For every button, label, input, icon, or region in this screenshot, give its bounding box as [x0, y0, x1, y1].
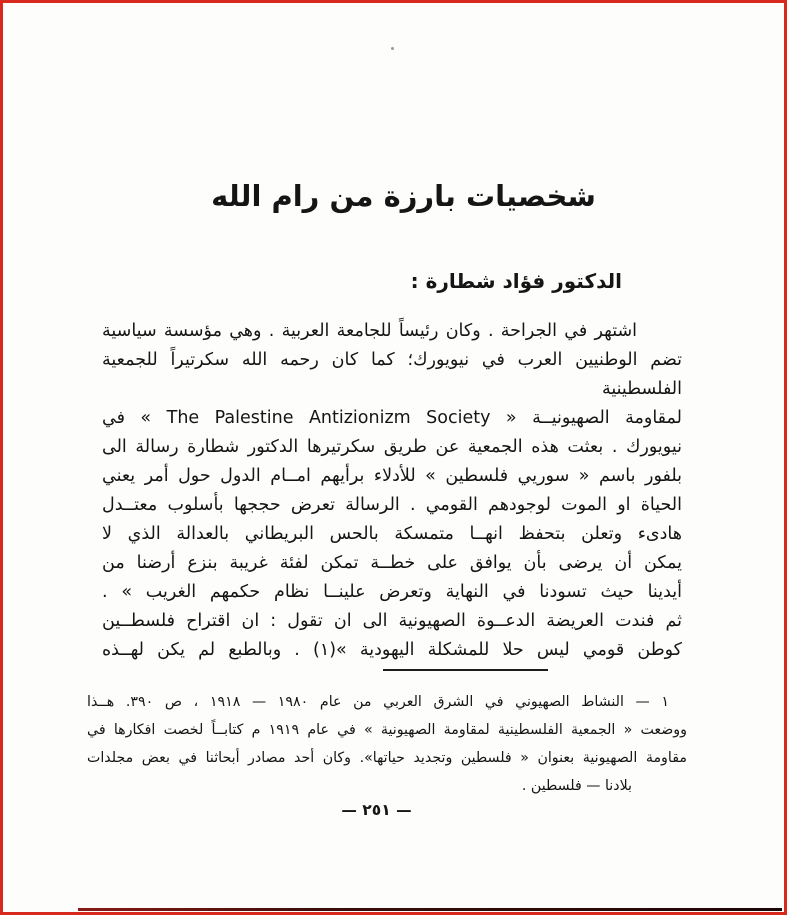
body-text-line: لمقاومة الصهيونيــة « The Palestine Antizionizm Society » في — [102, 408, 682, 428]
footnote-separator-rule — [383, 669, 548, 671]
body-text-line: نيويورك . بعثت هذه الجمعية عن طريق سكرتيرها الدكتور شطارة رسالة الى — [102, 437, 682, 457]
body-text-line: الحياة او الموت لوجودهم القومي . الرسالة تعرض حججها بأسلوب معتــدل — [102, 495, 682, 515]
section-heading: الدكتور فؤاد شطارة : — [410, 269, 622, 293]
footnote-line: ١ — النشاط الصهيوني في الشرق العربي من عام ١٩٨٠ — ١٩١٨ ، ص ٣٩٠. هــذا — [87, 694, 669, 710]
body-text-line: ثم فندت العريضة الدعــوة الصهيونية الى ان تقول : ان اقتراح فلسطــين — [102, 611, 682, 631]
scan-speck — [391, 47, 394, 50]
footnote-line: بلادنا — فلسطين . — [521, 778, 632, 794]
body-text-line: اشتهر في الجراحة . وكان رئيساً للجامعة العربية . وهي مؤسسة سياسية — [102, 321, 637, 341]
body-text-line: تضم الوطنيين العرب في نيويورك؛ كما كان رحمه الله سكرتيراً للجمعية الفلسطينية — [102, 350, 682, 399]
footnote-line: ووضعت « الجمعية الفلسطينية لمقاومة الصهيونية » في عام ١٩١٩ م كتابــاً لخصت افكارها في — [87, 722, 687, 738]
body-text-line: أيدينا حيث تسودنا في النهاية وتعرض علينــا نظام حكمهم الغريب » . — [102, 582, 682, 602]
footnote — [87, 688, 687, 800]
body-text — [102, 317, 682, 665]
body-text-line: يمكن أن يرضى بأن يوافق على خطــة تمكن لفئة غريبة بنزع أرضنا من — [102, 553, 682, 573]
body-text-line: كوطن قومي ليس حلا للمشكلة اليهودية »(١) . وبالطبع لم يكن لهــذه — [102, 640, 683, 660]
page-number: — ٢٥١ — — [341, 801, 412, 819]
body-text-line: بلفور باسم « سوريي فلسطين » للأدلاء برأيهم امــام الدول حول أمر يعني — [102, 466, 682, 486]
scan-edge-artifact — [78, 908, 782, 911]
footnote-line: مقاومة الصهيونية بعنوان « فلسطين وتجديد حياتها». وكان أحد مصادر أبحاثنا في بعض مجلدات — [87, 750, 687, 766]
page-title: شخصيات بارزة من رام الله — [211, 179, 596, 213]
body-text-line: هادىء وتعلن بتحفظ انهــا متمسكة بالحس البريطاني بالعدالة الذي لا — [102, 524, 682, 544]
